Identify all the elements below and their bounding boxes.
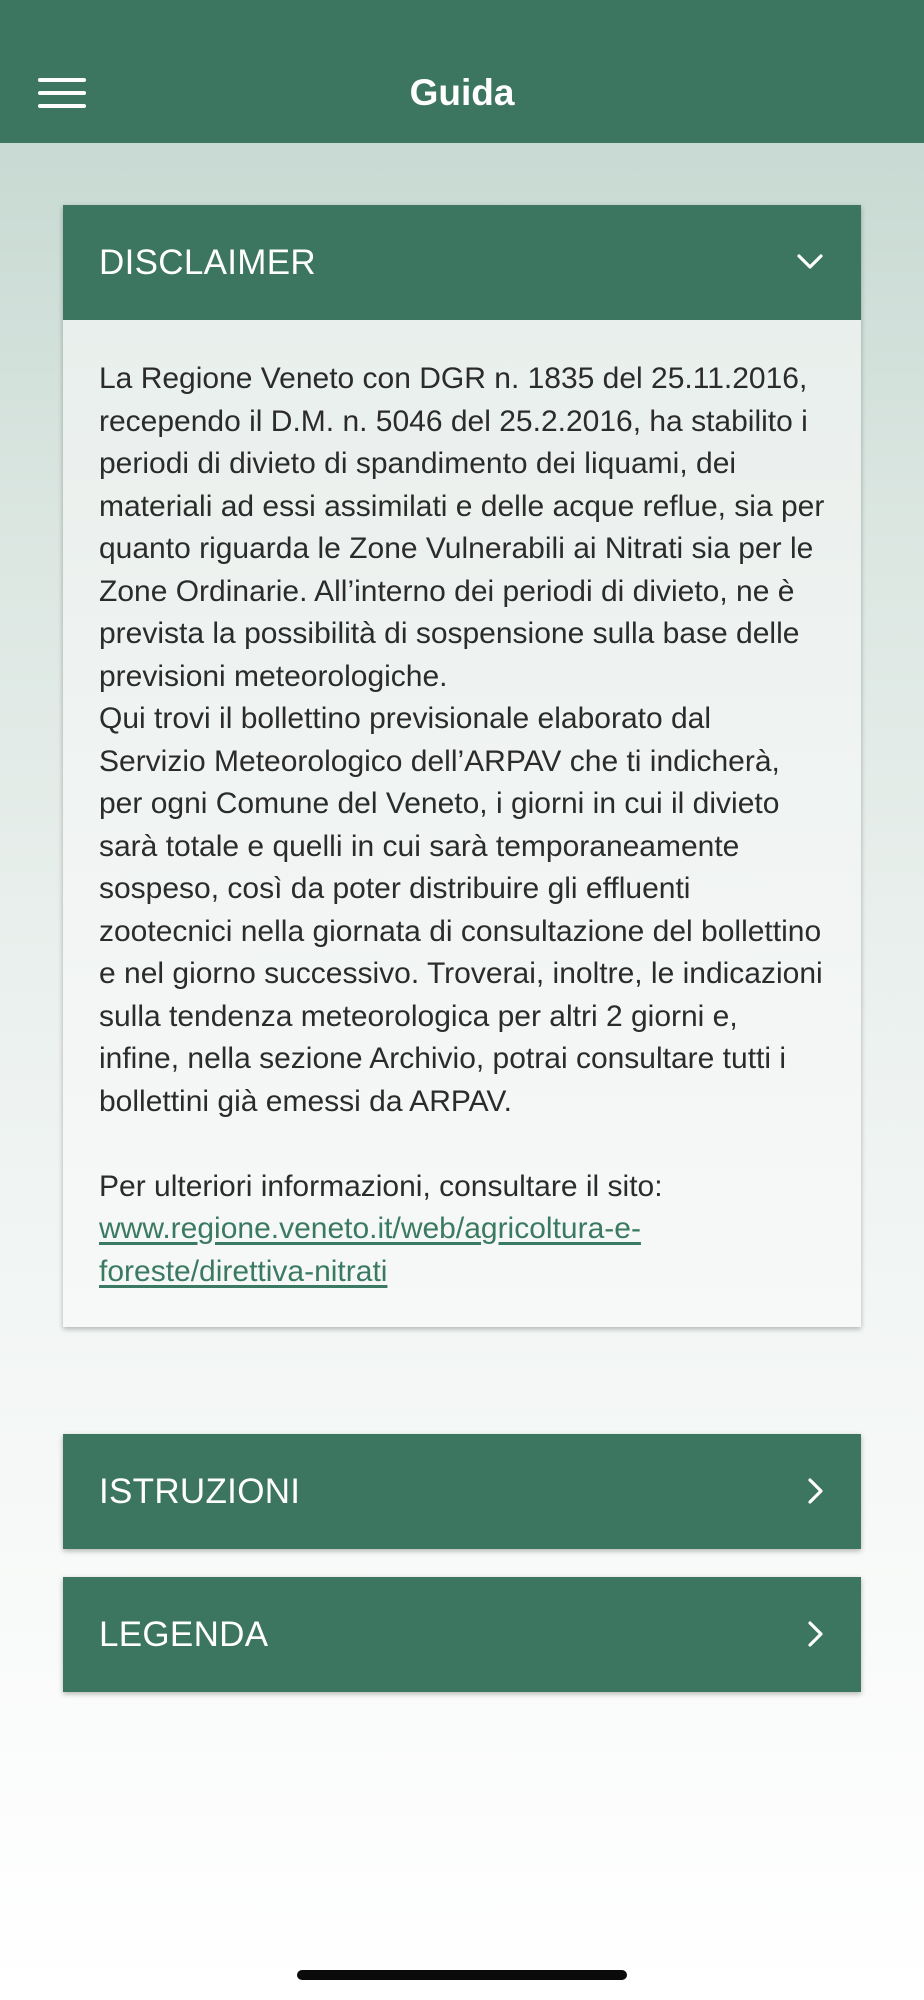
- disclaimer-paragraph-2: Qui trovi il bollettino previsionale elaborato dal Servizio Meteorologico dell’ARPAV che ti indicherà, per ogni Comune del Veneto, i giorni in cui il divieto sarà totale e quelli in cui sarà temporaneamente sospeso, così da poter distribuire gli effluenti zootecnici nella giornata di consultazione del bollettino e nel giorno successivo. Troverai, inoltre, le indicazioni sulla tendenza meteorologica per altri 2 giorni e, infine, nella sezione Archivio, potrai consultare tutti i bollettini già emessi da ARPAV.: [99, 702, 823, 1118]
- nitrati-website-link[interactable]: www.regione.veneto.it/web/agricoltura-e-foreste/direttiva-nitrati: [99, 1212, 641, 1288]
- legenda-header[interactable]: [63, 1577, 861, 1692]
- home-indicator[interactable]: [297, 1970, 627, 1980]
- disclaimer-info-text: Per ulteriori informazioni, consultare il sito:: [99, 1169, 663, 1203]
- disclaimer-content: [63, 320, 861, 1327]
- chevron-right-icon: [803, 1478, 829, 1504]
- chevron-down-icon: [797, 249, 823, 275]
- istruzioni-title: ISTRUZIONI: [99, 1472, 301, 1511]
- disclaimer-panel: [63, 205, 861, 1327]
- page-title: Guida: [409, 72, 515, 113]
- top-app-bar: [0, 0, 924, 143]
- disclaimer-title: DISCLAIMER: [99, 243, 316, 282]
- disclaimer-header[interactable]: [63, 205, 861, 320]
- chevron-right-icon: [803, 1621, 829, 1647]
- legenda-title: LEGENDA: [99, 1615, 269, 1654]
- istruzioni-header[interactable]: [63, 1434, 861, 1549]
- disclaimer-paragraph-1: La Regione Veneto con DGR n. 1835 del 25.11.2016, recependo il D.M. n. 5046 del 25.2.2016, ha stabilito i periodi di divieto di spandimento dei liquami, dei materiali ad essi assimilati e delle acque reflue, sia per quanto riguarda le Zone Vulnerabili ai Nitrati sia per le Zone Ordinarie. All’interno dei periodi di divieto, ne è prevista la possibilità di sospensione sulla base delle previsioni meteorologiche.: [99, 362, 825, 693]
- istruzioni-panel[interactable]: [63, 1434, 861, 1549]
- legenda-panel[interactable]: [63, 1577, 861, 1692]
